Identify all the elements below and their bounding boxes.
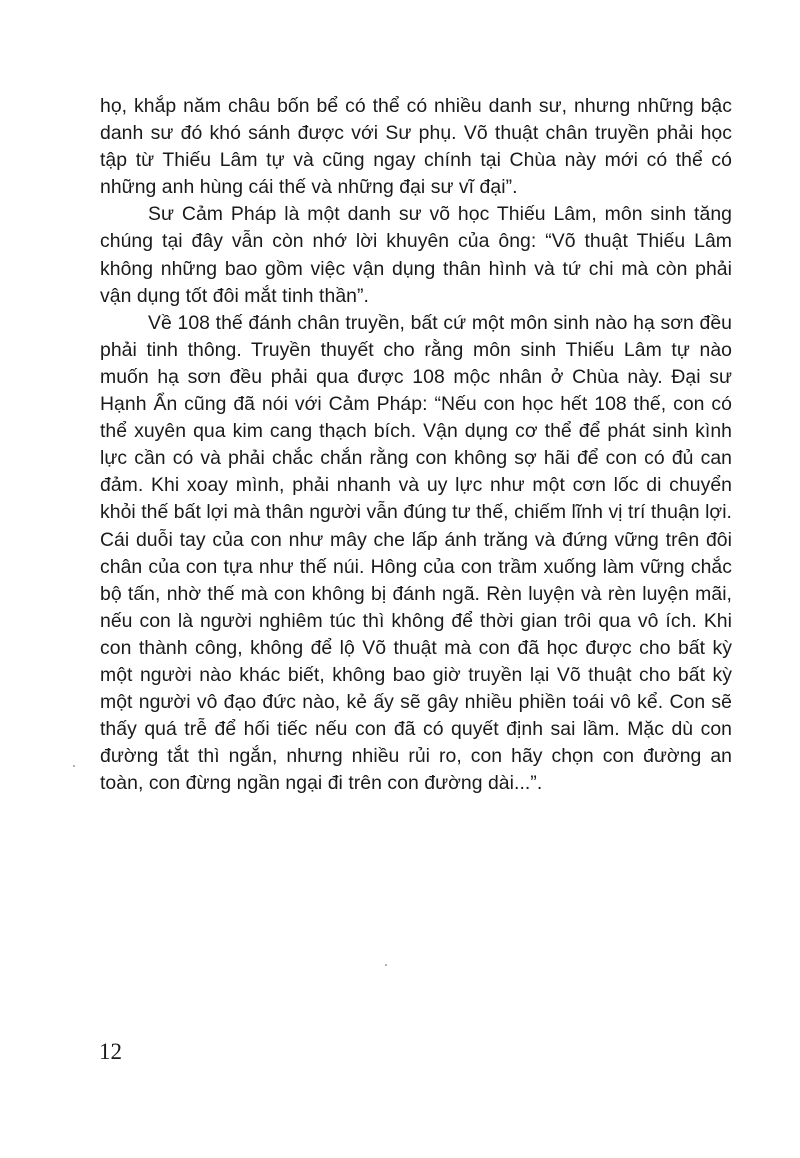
paragraph-continued: họ, khắp năm châu bốn bể có thể có nhiều danh sư, nhưng những bậc danh sư đó khó sánh được với Sư phụ. Võ thuật chân truyền phải học tập từ Thiếu Lâm tự và cũng ngay chính tại Chùa này mới có thể có những anh hùng cái thế và những đại sư vĩ đại”. <box>100 95 732 199</box>
scan-speck <box>73 765 75 767</box>
paragraph-cam-phap: Sư Cảm Pháp là một danh sư võ học Thiếu Lâm, môn sinh tăng chúng tại đây vẫn còn nhớ lời khuyên của ông: “Võ thuật Thiếu Lâm không những bao gồm việc vận dụng thân hình và tứ chi mà còn phải vận dụng tốt đôi mắt tinh thần”. <box>100 203 732 307</box>
page-number: 12 <box>99 1039 122 1064</box>
body-text <box>100 93 732 797</box>
scan-speck <box>385 964 387 966</box>
paragraph-108-the: Về 108 thế đánh chân truyền, bất cứ một môn sinh nào hạ sơn đều phải tinh thông. Truyền thuyết cho rằng môn sinh Thiếu Lâm tự nào muốn hạ sơn đều phải qua được 108 mộc nhân ở Chùa này. Đại sư Hạnh Ẩn cũng đã nói với Cảm Pháp: “Nếu con học hết 108 thế, con có thể xuyên qua kim cang thạch bích. Vận dụng cơ thể để phát sinh kình lực cần có và phải chắc chắn rằng con không sợ hãi để con có đủ can đảm. Khi xoay mình, phải nhanh và uy lực như một cơn lốc di chuyển khỏi thế bất lợi mà thân người vẫn đúng tư thế, chiếm lĩnh vị trí thuận lợi. Cái duỗi tay của con như mây che lấp ánh trăng và đứng vững trên đôi chân của con tựa như thế núi. Hông của con trầm xuống làm vững chắc bộ tấn, nhờ thế mà con không bị đánh ngã. Rèn luyện và rèn luyện mãi, nếu con là người nghiêm túc thì không để thời gian trôi qua vô ích. Khi con thành công, không để lộ Võ thuật mà con đã học được cho bất kỳ một người nào khác biết, không bao giờ truyền lại Võ thuật cho bất kỳ một người vô đạo đức nào, kẻ ấy sẽ gây nhiều phiền toái vô kể. Con sẽ thấy quá trễ để hối tiếc nếu con đã có quyết định sai lầm. Mặc dù con đường tắt thì ngắn, nhưng nhiều rủi ro, con hãy chọn con đường an toàn, con đừng ngần ngại đi trên con đường dài...”. <box>100 311 732 795</box>
